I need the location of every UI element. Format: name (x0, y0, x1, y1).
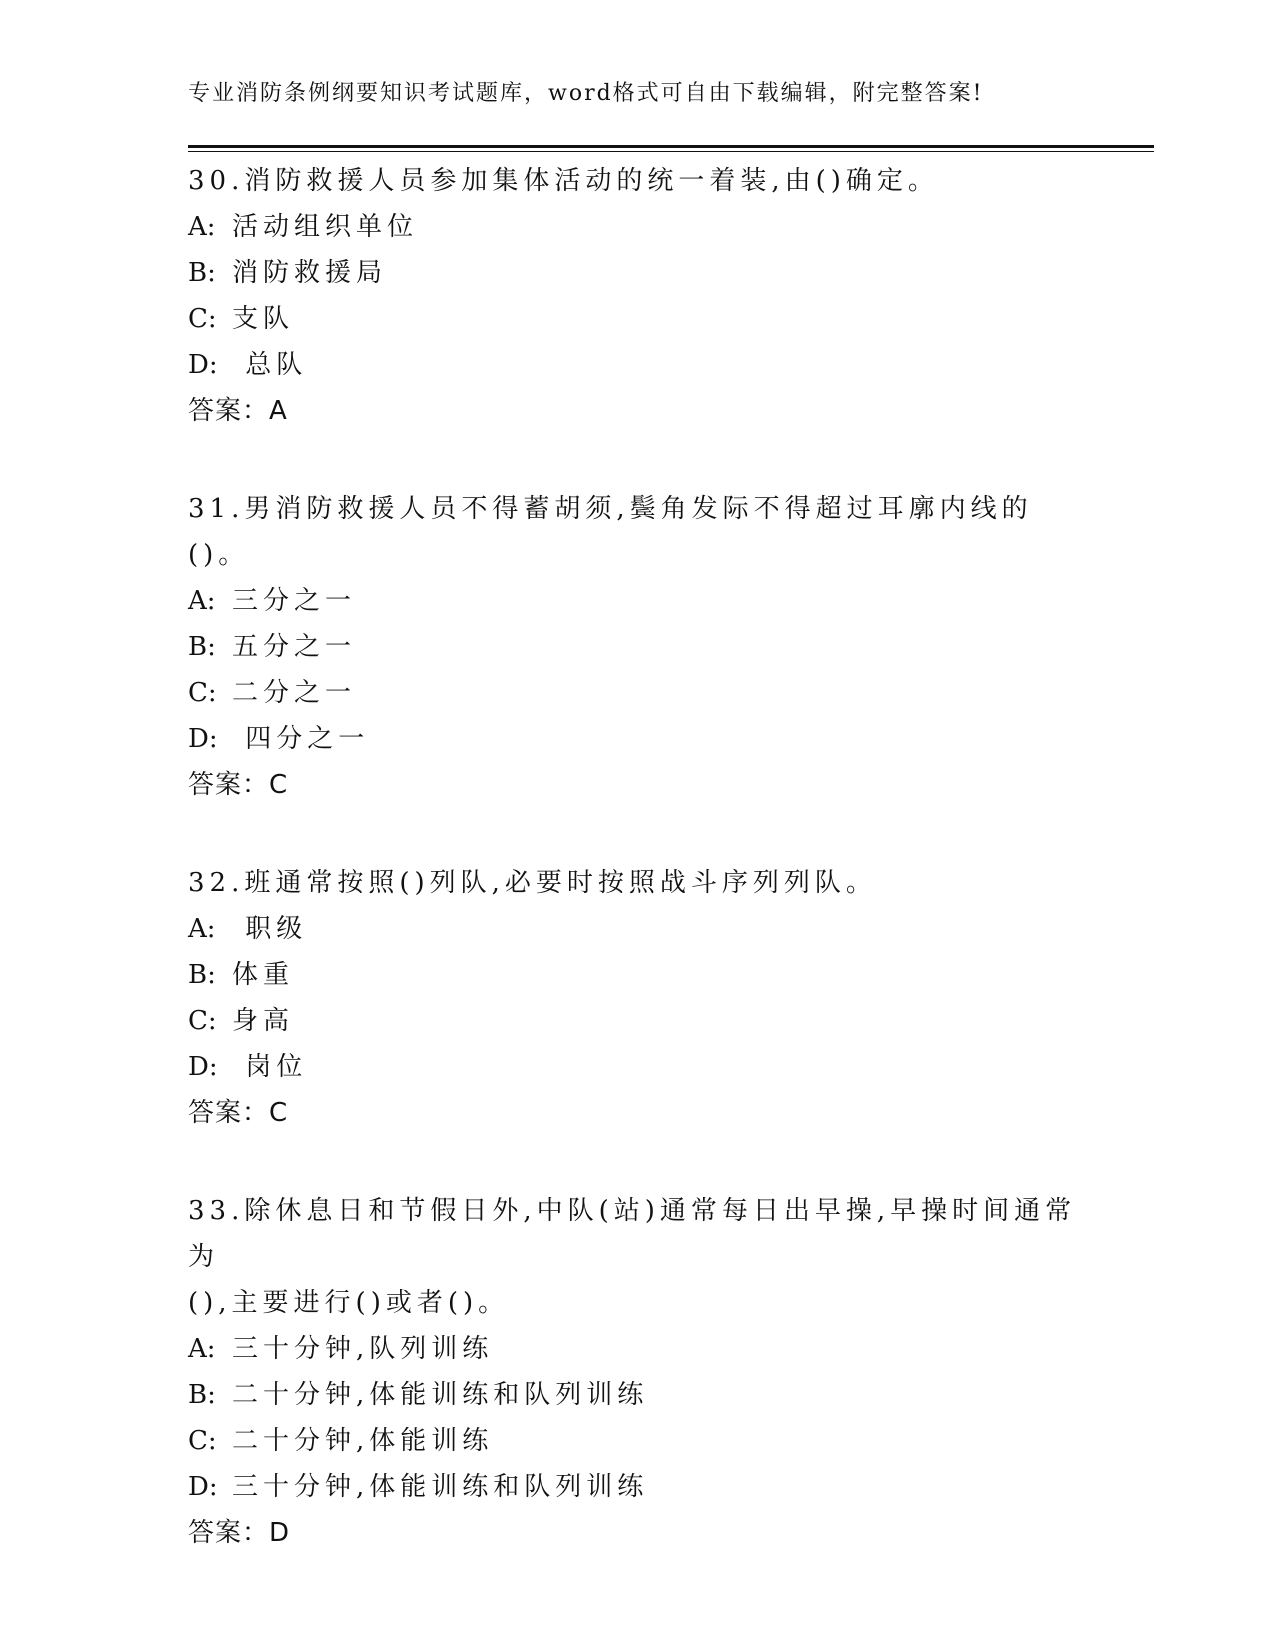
option-d (188, 1464, 1088, 1510)
option-letter: A: (188, 586, 216, 616)
header-rule-thin (188, 151, 1154, 152)
option-c (188, 296, 1088, 342)
option-text: 岗位 (232, 1052, 308, 1082)
option-letter: D: (188, 1052, 218, 1082)
option-b (188, 1372, 1088, 1418)
option-c (188, 998, 1088, 1044)
answer-line: 答案：C (188, 1098, 289, 1128)
option-text: 消防救援局 (232, 258, 388, 288)
option-text: 三十分钟,体能训练和队列训练 (232, 1472, 649, 1502)
option-c (188, 670, 1088, 716)
answer-line: 答案：A (188, 396, 288, 426)
question-stem: 30.消防救援人员参加集体活动的统一着装,由()确定。 (188, 166, 939, 196)
question-stem: 32.班通常按照()列队,必要时按照战斗序列列队。 (188, 868, 877, 898)
option-text: 总队 (232, 350, 308, 380)
option-text: 活动组织单位 (232, 212, 419, 242)
option-letter: B: (188, 1380, 216, 1410)
option-letter: C: (188, 1426, 217, 1456)
option-d (188, 342, 1088, 388)
option-text: 二分之一 (232, 678, 357, 708)
question-32 (188, 860, 1088, 1136)
option-letter: B: (188, 960, 216, 990)
option-text: 职级 (232, 914, 308, 944)
option-text: 五分之一 (232, 632, 357, 662)
question-33 (188, 1188, 1088, 1556)
option-letter: B: (188, 258, 216, 288)
option-text: 四分之一 (232, 724, 370, 754)
question-list (188, 158, 1088, 1608)
option-d (188, 716, 1088, 762)
option-a (188, 906, 1088, 952)
answer-line: 答案：D (188, 1518, 291, 1548)
option-letter: A: (188, 212, 216, 242)
option-text: 身高 (232, 1006, 295, 1036)
option-a (188, 204, 1088, 250)
option-text: 体重 (232, 960, 295, 990)
option-text: 三十分钟,队列训练 (232, 1334, 494, 1364)
option-letter: A: (188, 914, 216, 944)
header-rule-thick (188, 145, 1154, 148)
option-letter: D: (188, 724, 218, 754)
option-b (188, 624, 1088, 670)
option-letter: C: (188, 678, 217, 708)
option-text: 支队 (232, 304, 295, 334)
option-a (188, 578, 1088, 624)
option-text: 二十分钟,体能训练 (232, 1426, 494, 1456)
option-letter: B: (188, 632, 216, 662)
option-letter: A: (188, 1334, 216, 1364)
option-a (188, 1326, 1088, 1372)
option-text: 二十分钟,体能训练和队列训练 (232, 1380, 649, 1410)
question-stem: 31.男消防救援人员不得蓄胡须,鬓角发际不得超过耳廓内线的()。 (188, 494, 1033, 570)
option-d (188, 1044, 1088, 1090)
option-text: 三分之一 (232, 586, 357, 616)
question-stem-continued: (),主要进行()或者()。 (188, 1288, 510, 1318)
answer-line: 答案：C (188, 770, 289, 800)
question-31 (188, 486, 1088, 808)
option-b (188, 250, 1088, 296)
option-letter: C: (188, 304, 217, 334)
option-b (188, 952, 1088, 998)
option-letter: C: (188, 1006, 217, 1036)
option-letter: D: (188, 1472, 218, 1502)
option-letter: D: (188, 350, 218, 380)
document-header: 专业消防条例纲要知识考试题库，word格式可自由下载编辑，附完整答案! (188, 81, 984, 106)
option-c (188, 1418, 1088, 1464)
question-stem: 33.除休息日和节假日外,中队(站)通常每日出早操,早操时间通常为 (188, 1196, 1077, 1272)
question-30 (188, 158, 1088, 434)
